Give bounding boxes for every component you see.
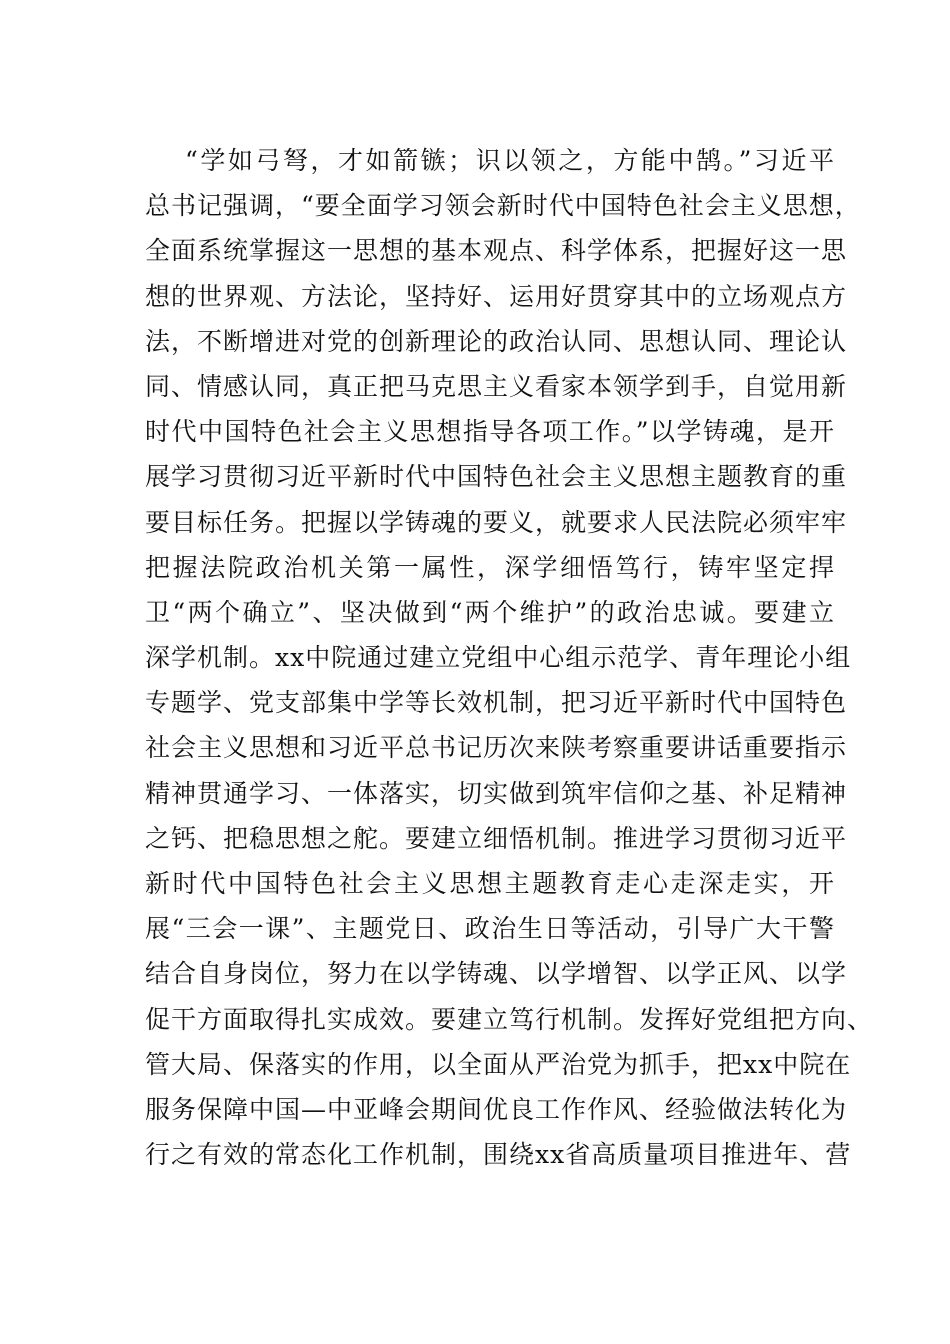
text-line: 新时代中国特色社会主义思想主题教育走心走深走实，开 (145, 869, 835, 898)
text-line: 专题学、党支部集中学等长效机制，把习近平新时代中国特色 (145, 688, 848, 718)
text-line: 行之有效的常态化工作机制，围绕xx省高质量项目推进年、营 (145, 1140, 852, 1170)
text-line: 卫“两个确立”、坚决做到“两个维护”的政治忠诚。要建立 (145, 597, 835, 627)
text-line: 促干方面取得扎实成效。要建立笃行机制。发挥好党组把方向、 (145, 1004, 874, 1034)
text-line: 结合自身岗位，努力在以学铸魂、以学增智、以学正风、以学 (145, 959, 848, 989)
text-line: 同、情感认同，真正把马克思主义看家本领学到手，自觉用新 (145, 371, 848, 401)
text-line: 服务保障中国—中亚峰会期间优良工作作风、经验做法转化为 (145, 1094, 848, 1124)
text-line: 之钙、把稳思想之舵。要建立细悟机制。推进学习贯彻习近平 (145, 823, 848, 853)
text-line: 全面系统掌握这一思想的基本观点、科学体系，把握好这一思 (145, 236, 848, 266)
text-line: 法，不断增进对党的创新理论的政治认同、思想认同、理论认 (145, 326, 848, 356)
text-line: “学如弓弩，才如箭镞；识以领之，方能中鹄。”习近平 (185, 146, 835, 175)
text-line: 深学机制。xx中院通过建立党组中心组示范学、青年理论小组 (145, 643, 852, 673)
text-line: 想的世界观、方法论，坚持好、运用好贯穿其中的立场观点方 (145, 281, 848, 311)
text-line: 把握法院政治机关第一属性，深学细悟笃行，铸牢坚定捍 (145, 552, 835, 582)
text-line: 展“三会一课”、主题党日、政治生日等活动，引导广大干警 (145, 914, 835, 944)
text-line: 时代中国特色社会主义思想指导各项工作。”以学铸魂，是开 (145, 417, 835, 447)
text-line: 精神贯通学习、一体落实，切实做到筑牢信仰之基、补足精神 (145, 778, 848, 808)
body-paragraph (145, 138, 874, 1177)
text-line: 社会主义思想和习近平总书记历次来陕考察重要讲话重要指示 (145, 733, 848, 763)
text-line: 管大局、保落实的作用，以全面从严治党为抓手，把xx中院在 (145, 1049, 852, 1079)
text-line: 要目标任务。把握以学铸魂的要义，就要求人民法院必须牢牢 (145, 507, 848, 537)
text-line: 总书记强调，“要全面学习领会新时代中国特色社会主义思想， (145, 191, 861, 221)
text-line: 展学习贯彻习近平新时代中国特色社会主义思想主题教育的重 (145, 462, 848, 492)
